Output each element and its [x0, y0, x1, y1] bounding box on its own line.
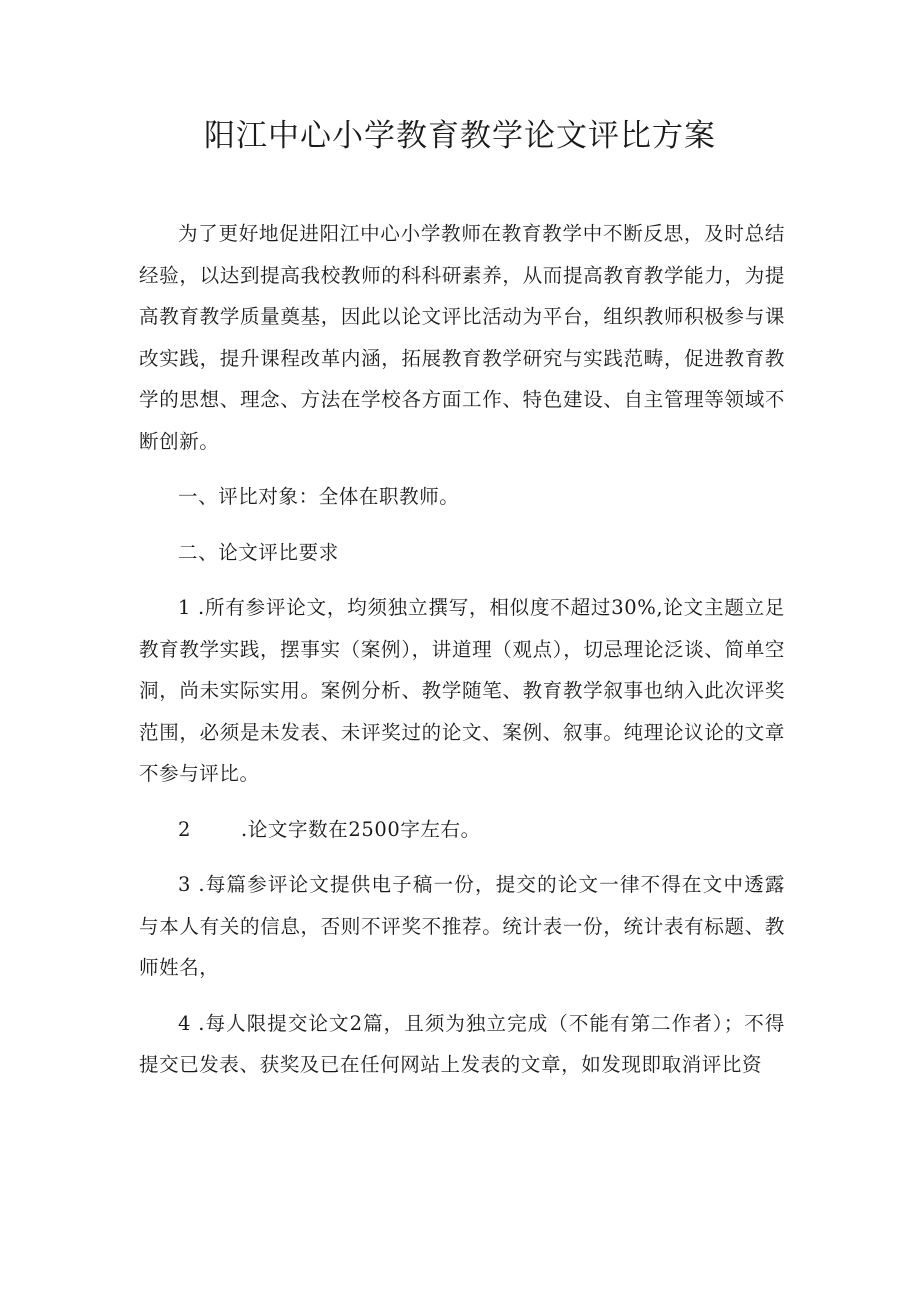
section-evaluation-target: 一、评比对象：全体在职教师。: [178, 485, 460, 508]
requirement-item-1: [139, 587, 785, 795]
item-text: .论文字数在2500字左右。: [241, 817, 481, 841]
item-number: 2: [178, 817, 192, 841]
requirement-item-2: [139, 809, 785, 851]
requirement-item-3: [139, 864, 785, 989]
document-body: [139, 213, 785, 1100]
intro-paragraph: 为了更好地促进阳江中心小学教师在教育教学中不断反思，及时总结经验，以达到提高我校教师的科科研素养，从而提高教育教学能力，为提高教育教学质量奠基，因此以论文评比活动为平台，组织教师积极参与课改实践，提升课程改革内涵，拓展教育教学研究与实践范畴，促进教育教学的思想、理念、方法在学校各方面工作、特色建设、自主管理等领域不断创新。: [139, 222, 785, 453]
item-number: 1: [178, 596, 192, 619]
item-text: .每人限提交论文2篇，且须为独立完成（不能有第二作者）；不得提交已发表、获奖及已在任何网站上发表的文章，如发现即取消评比资: [139, 1011, 785, 1076]
requirement-item-4: [139, 1003, 785, 1086]
item-number: 4: [178, 1011, 192, 1035]
section-requirements-heading: 二、论文评比要求: [178, 540, 339, 564]
item-text: .每篇参评论文提供电子稿一份，提交的论文一律不得在文中透露与本人有关的信息，否则不评奖不推荐。统计表一份，统计表有标题、教师姓名，: [139, 873, 785, 979]
item-text: .所有参评论文，均须独立撰写，相似度不超过30%,论文主题立足教育教学实践，摆事实（案例），讲道理（观点），切忌理论泛谈、简单空洞，尚未实际实用。案例分析、教学随笔、教育教学叙事也纳入此次评奖范围，必须是未发表、未评奖过的论文、案例、叙事。纯理论议论的文章不参与评比。: [139, 596, 785, 785]
item-number: 3: [178, 873, 192, 896]
document-title: 阳江中心小学教育教学论文评比方案: [204, 118, 716, 154]
